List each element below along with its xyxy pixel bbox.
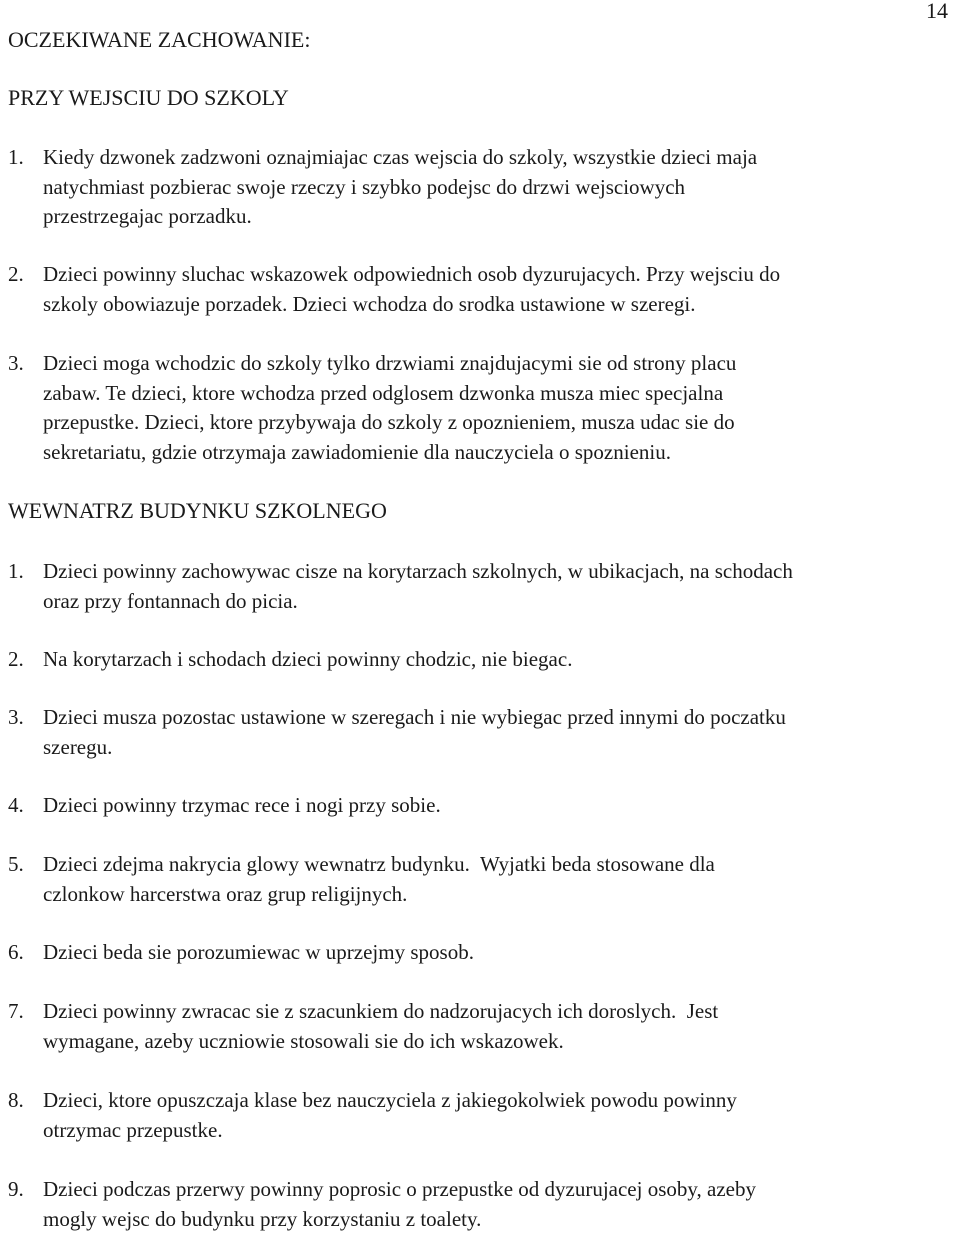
item-number: 6. xyxy=(8,940,24,964)
document-title: OCZEKIWANE ZACHOWANIE: xyxy=(8,27,311,52)
list-item xyxy=(8,260,960,319)
list-item xyxy=(8,703,960,762)
item-text: Dzieci powinny trzymac rece i nogi przy sobie. xyxy=(43,793,441,817)
item-text: Dzieci powinny zachowywac cisze na korytarzach szkolnych, w ubikacjach, na schodach oraz przy fontannach do picia. xyxy=(43,559,793,613)
list-item xyxy=(8,349,960,467)
item-text: Dzieci, ktore opuszczaja klase bez nauczyciela z jakiegokolwiek powodu powinny otrzymac przepustke. xyxy=(43,1088,737,1142)
item-text: Na korytarzach i schodach dzieci powinny chodzic, nie biegac. xyxy=(43,647,573,671)
item-text: Dzieci musza pozostac ustawione w szeregach i nie wybiegac przed innymi do poczatku szeregu. xyxy=(43,705,786,759)
item-number: 2. xyxy=(8,262,24,286)
item-number: 2. xyxy=(8,647,24,671)
item-number: 1. xyxy=(8,559,24,583)
item-number: 3. xyxy=(8,351,24,375)
item-number: 4. xyxy=(8,793,24,817)
list-item xyxy=(8,997,960,1056)
item-text: Dzieci zdejma nakrycia glowy wewnatrz budynku. Wyjatki beda stosowane dla czlonkow harcerstwa oraz grup religijnych. xyxy=(43,852,715,906)
item-number: 8. xyxy=(8,1088,24,1112)
list-item xyxy=(8,850,960,909)
section-heading-entering-school: PRZY WEJSCIU DO SZKOLY xyxy=(8,85,289,110)
section-heading-inside-building: WEWNATRZ BUDYNKU SZKOLNEGO xyxy=(8,498,387,523)
item-number: 9. xyxy=(8,1177,24,1201)
item-number: 1. xyxy=(8,145,24,169)
item-text: Dzieci podczas przerwy powinny poprosic o przepustke od dyzurujacej osoby, azeby mogly wejsc do budynku przy korzystaniu z toalety. xyxy=(43,1177,756,1231)
item-text: Kiedy dzwonek zadzwoni oznajmiajac czas wejscia do szkoly, wszystkie dzieci maja natychmiast pozbierac swoje rzeczy i szybko podejsc do drzwi wejsciowych przestrzegajac porzadku. xyxy=(43,145,758,228)
list-item xyxy=(8,1175,960,1234)
page-number: 14 xyxy=(926,0,948,23)
list-item xyxy=(8,938,960,968)
item-text: Dzieci powinny zwracac sie z szacunkiem do nadzorujacych ich doroslych. Jest wymagane, azeby uczniowie stosowali sie do ich wskazowek. xyxy=(43,999,719,1053)
list-item xyxy=(8,791,960,821)
item-text: Dzieci moga wchodzic do szkoly tylko drzwiami znajdujacymi sie od strony placu zabaw. Te dzieci, ktore wchodza przed odglosem dzwonka musza miec specjalna przepustke. Dzieci, ktore przybywaja do szkoly z opoznieniem, musza udac sie do sekretariatu, gdzie otrzymaja zawiadomienie dla nauczyciela o spoznieniu. xyxy=(43,351,737,464)
list-item xyxy=(8,143,960,232)
item-text: Dzieci beda sie porozumiewac w uprzejmy sposob. xyxy=(43,940,474,964)
list-item xyxy=(8,557,960,616)
item-number: 3. xyxy=(8,705,24,729)
list-item xyxy=(8,645,960,675)
item-text: Dzieci powinny sluchac wskazowek odpowiednich osob dyzurujacych. Przy wejsciu do szkoly obowiazuje porzadek. Dzieci wchodza do srodka ustawione w szeregi. xyxy=(43,262,781,316)
item-number: 7. xyxy=(8,999,24,1023)
list-item xyxy=(8,1086,960,1145)
item-number: 5. xyxy=(8,852,24,876)
